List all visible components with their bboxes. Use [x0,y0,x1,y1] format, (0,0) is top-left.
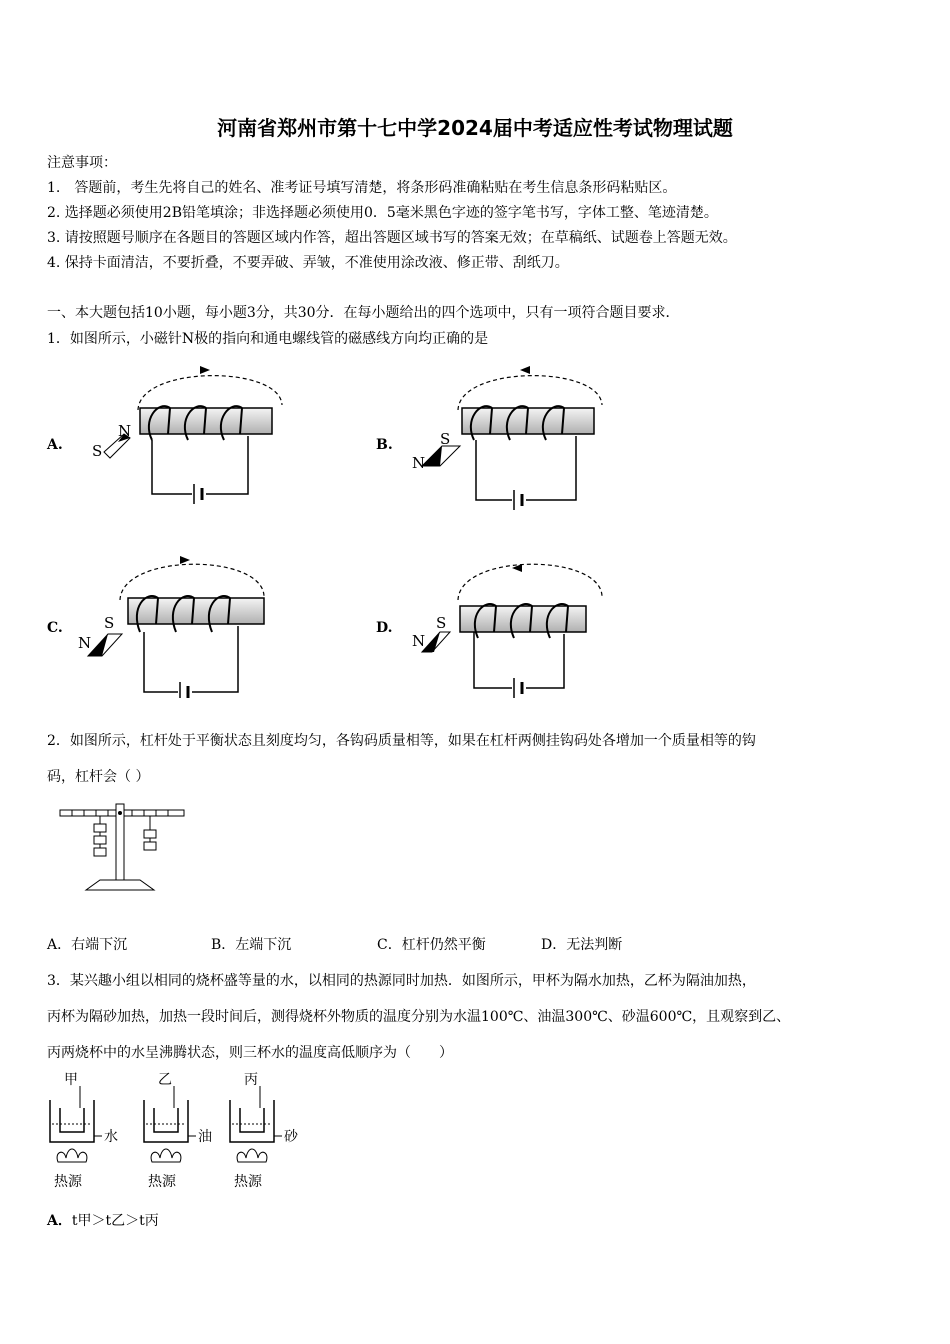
magnet-s-label: S [440,430,451,448]
q1-stem: 1．如图所示，小磁针N极的指向和通电螺线管的磁感线方向均正确的是 [47,331,489,347]
q1-diagram-d [400,548,620,698]
medium-label: 砂 [284,1129,298,1145]
magnet-n-label: N [118,422,132,440]
q1-diagram-b [400,360,620,510]
q1-option-b-label: B. [376,437,393,453]
heat-source-label: 热源 [234,1174,262,1190]
q2-stem-line2: 码，杠杆会（ ） [47,769,150,785]
q3-stem-line3: 丙两烧杯中的水呈沸腾状态，则三杯水的温度高低顺序为（ ） [47,1045,453,1061]
q3-option-a-label: A． [47,1213,72,1229]
section-heading: 一、本大题包括10小题，每小题3分，共30分．在每小题给出的四个选项中，只有一项符合题目要求． [47,305,680,321]
beaker-jia [50,1072,118,1190]
q2-option-b: B．左端下沉 [211,937,292,953]
q3-option-a-text: t甲＞t乙＞t丙 [71,1213,159,1229]
beaker-name-label: 乙 [158,1072,172,1088]
beaker-bing [230,1072,299,1190]
heat-source-label: 热源 [148,1174,176,1190]
q2-stem-line1: 2．如图所示，杠杆处于平衡状态且刻度均匀，各钩码质量相等，如果在杠杆两侧挂钩码处各增加一个质量相等的钩 [47,733,756,749]
beaker-name-label: 甲 [64,1072,78,1088]
notice-item: 3. 请按照题号顺序在各题目的答题区域内作答，超出答题区域书写的答案无效；在草稿纸、试题卷上答题无效。 [47,230,737,246]
notice-item: 1. 答题前，考生先将自己的姓名、准考证号填写清楚，将条形码准确粘贴在考生信息条形码粘贴区。 [47,180,677,196]
q1-option-d-label: D. [376,620,393,636]
magnet-s-label: S [436,614,447,632]
q1-diagram-c [72,548,292,698]
q1-option-a-label: A. [47,437,63,453]
magnet-s-label: S [92,442,103,460]
magnet-n-label: N [412,454,426,472]
q2-option-c: C．杠杆仍然平衡 [377,937,486,953]
medium-label: 油 [198,1129,212,1145]
q2-option-d: D．无法判断 [541,937,623,953]
lever-diagram [56,800,188,896]
medium-label: 水 [104,1129,118,1145]
beaker-yi [144,1072,212,1190]
q1-option-c-label: C. [47,620,63,636]
field-arrow-icon [200,366,210,374]
q3-stem-line2: 丙杯为隔砂加热，加热一段时间后，测得烧杯外物质的温度分别为水温100℃、油温300℃、砂温600℃，且观察到乙、 [47,1009,791,1025]
magnet-n-label: N [78,634,92,652]
field-arrow-icon [180,556,190,564]
q2-option-a: A．右端下沉 [47,937,128,953]
magnet-n-label: N [412,632,426,650]
notice-item: 2. 选择题必须使用2B铅笔填涂；非选择题必须使用0．5毫米黑色字迹的签字笔书写，字体工整、笔迹清楚。 [47,205,718,221]
beakers-diagram [44,1070,304,1194]
page-title: 河南省郑州市第十七中学2024届中考适应性考试物理试题 [217,116,733,140]
heat-source-label: 热源 [54,1174,82,1190]
q3-stem-line1: 3．某兴趣小组以相同的烧杯盛等量的水，以相同的热源同时加热．如图所示，甲杯为隔水加热，乙杯为隔油加热， [47,973,756,989]
notice-heading: 注意事项： [47,155,117,171]
field-arrow-icon [520,366,530,374]
beaker-name-label: 丙 [244,1072,258,1088]
notice-item: 4. 保持卡面清洁，不要折叠，不要弄破、弄皱，不准使用涂改液、修正带、刮纸刀。 [47,255,569,271]
q1-diagram-a [80,360,300,510]
magnet-s-label: S [104,614,115,632]
